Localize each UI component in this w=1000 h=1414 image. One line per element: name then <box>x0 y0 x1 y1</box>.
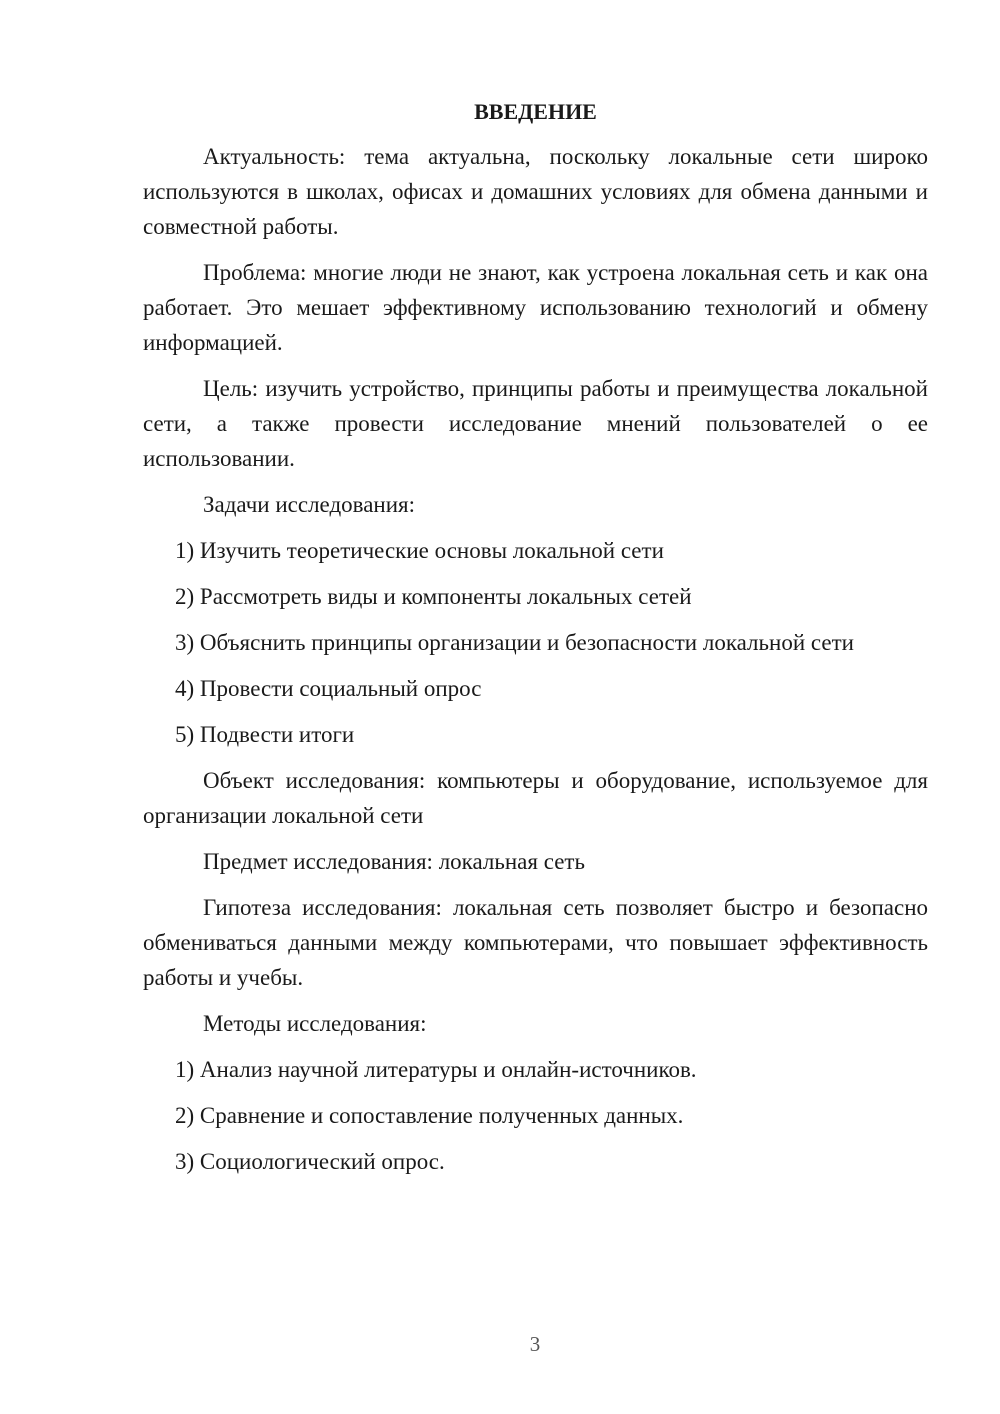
task-item: 3) Объяснить принципы организации и безопасности локальной сети <box>175 630 854 655</box>
hypothesis-paragraph: Гипотеза исследования: локальная сеть позволяет быстро и безопасно обмениваться данными между компьютерами, что повышает эффективность работы и учебы. <box>143 895 928 990</box>
task-item: 2) Рассмотреть виды и компоненты локальных сетей <box>175 584 692 609</box>
subject-paragraph: Предмет исследования: локальная сеть <box>203 849 585 874</box>
relevance-paragraph: Актуальность: тема актуальна, поскольку локальные сети широко используются в школах, офисах и домашних условиях для обмена данными и совместной работы. <box>143 144 928 239</box>
page-number: 3 <box>529 1332 541 1356</box>
goal-paragraph: Цель: изучить устройство, принципы работы и преимущества локальной сети, а также провести исследование мнений пользователей о ее использовании. <box>143 376 928 471</box>
page-content <box>143 94 928 1190</box>
task-item: 1) Изучить теоретические основы локальной сети <box>175 538 664 563</box>
problem-paragraph: Проблема: многие люди не знают, как устроена локальная сеть и как она работает. Это мешает эффективному использованию технологий и обмену информацией. <box>143 260 928 355</box>
object-paragraph: Объект исследования: компьютеры и оборудование, используемое для организации локальной сети <box>143 768 928 828</box>
methods-heading: Методы исследования: <box>203 1011 427 1036</box>
method-item: 3) Социологический опрос. <box>175 1149 445 1174</box>
tasks-heading: Задачи исследования: <box>203 492 416 517</box>
method-item: 1) Анализ научной литературы и онлайн-источников. <box>175 1057 697 1082</box>
task-item: 5) Подвести итоги <box>175 722 355 747</box>
section-title: ВВЕДЕНИЕ <box>474 99 597 124</box>
task-item: 4) Провести социальный опрос <box>175 676 482 701</box>
method-item: 2) Сравнение и сопоставление полученных данных. <box>175 1103 684 1128</box>
